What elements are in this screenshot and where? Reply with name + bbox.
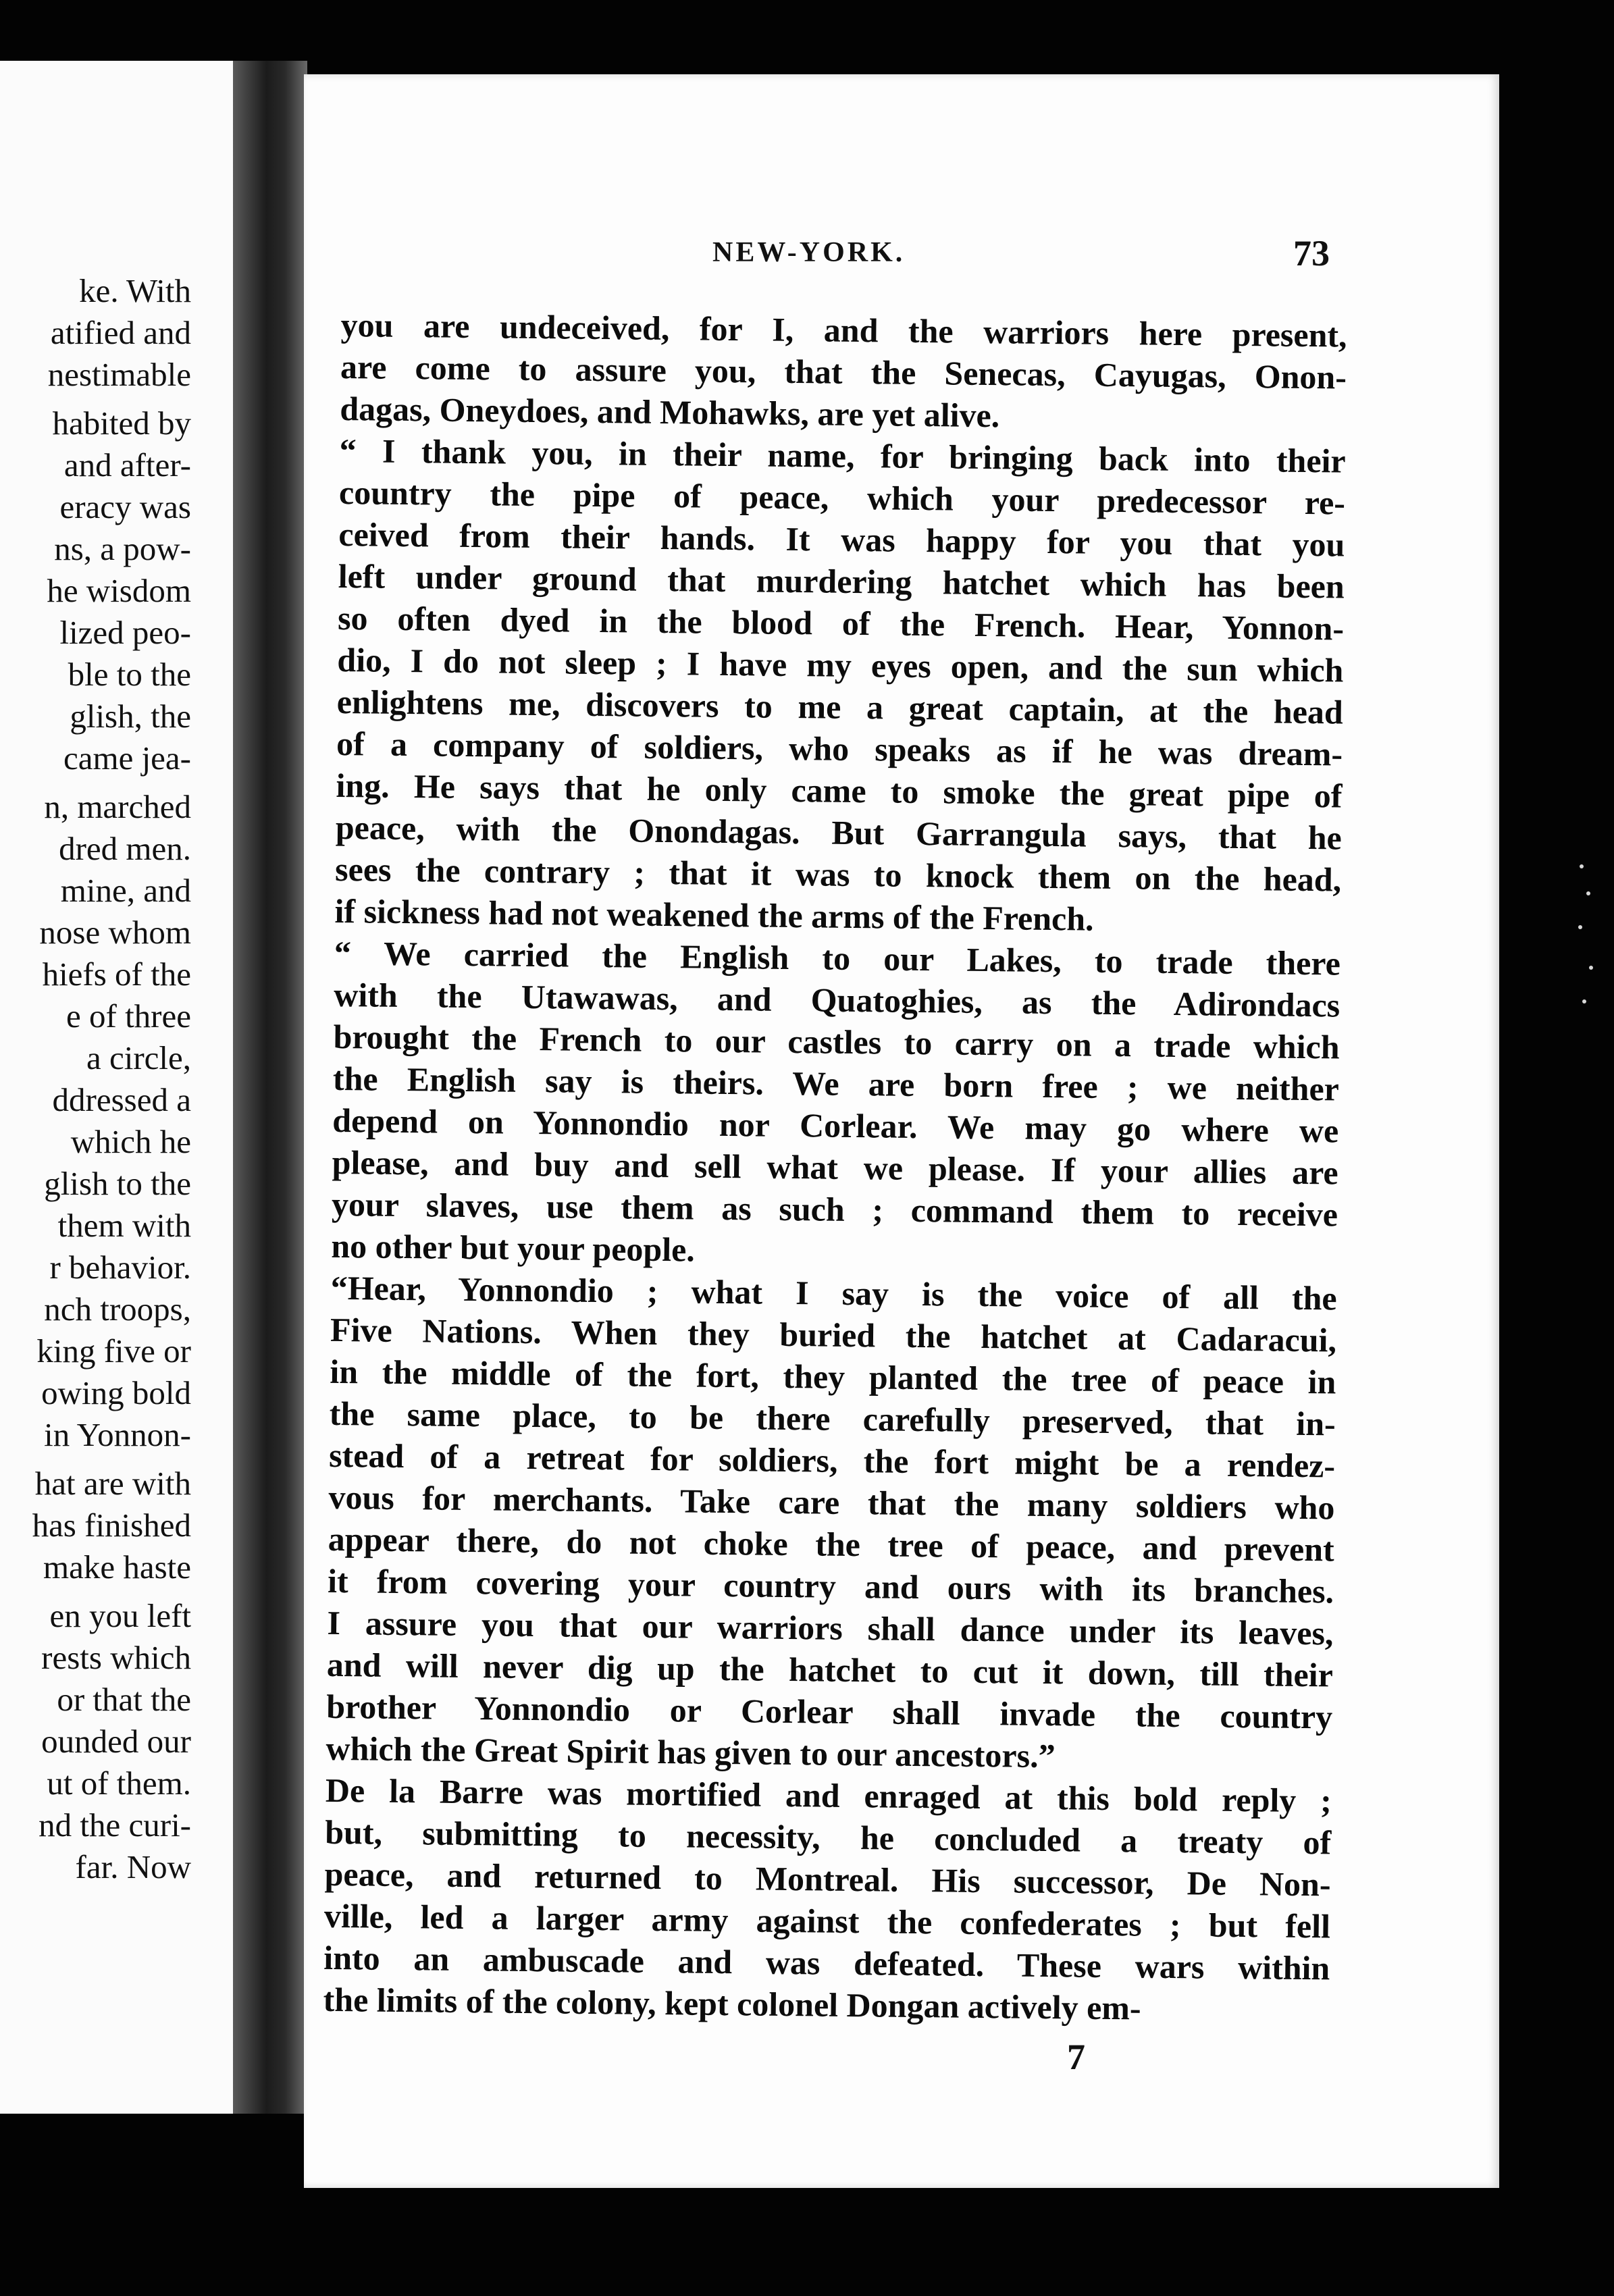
text-line: ceived from their hands. It was happy for you that you bbox=[338, 515, 1345, 564]
text-line: which the Great Spirit has given to our ancestors.” bbox=[326, 1729, 1056, 1775]
text-line: mine, and bbox=[60, 872, 191, 909]
text-line: eracy was bbox=[59, 488, 191, 525]
text-line: the English say is theirs. We are born free ; we neither bbox=[332, 1059, 1340, 1108]
text-line: r behavior. bbox=[49, 1249, 191, 1286]
signature-mark: 7 bbox=[1067, 2037, 1085, 2077]
text-line: ble to the bbox=[68, 656, 191, 693]
text-line: enlightens me, discovers to me a great captain, at the head bbox=[336, 682, 1344, 731]
text-line: or that the bbox=[57, 1681, 191, 1718]
text-line: e of three bbox=[66, 997, 191, 1035]
text-line: habited by bbox=[52, 405, 191, 442]
text-line: country the pipe of peace, which your predecessor re- bbox=[338, 473, 1346, 522]
text-line: vous for merchants. Take care that the many soldiers who bbox=[328, 1478, 1335, 1527]
text-line: Five Nations. When they buried the hatchet at Cadaracui, bbox=[330, 1310, 1337, 1359]
text-line: of a company of soldiers, who speaks as if he was dream- bbox=[336, 724, 1343, 773]
text-line: you are undeceived, for I, and the warriors here present, bbox=[340, 305, 1347, 355]
text-line: it from covering your country and ours with its branches. bbox=[327, 1561, 1334, 1611]
text-line: in the middle of the fort, they planted the tree of peace in bbox=[330, 1352, 1336, 1401]
paragraph-gap bbox=[0, 396, 191, 402]
text-line: far. Now bbox=[75, 1848, 191, 1885]
text-line: but, submitting to necessity, he concluded a treaty of bbox=[325, 1812, 1332, 1862]
page-73 bbox=[304, 74, 1499, 2188]
text-line: he wisdom bbox=[47, 572, 191, 609]
text-line: en you left bbox=[49, 1597, 191, 1634]
text-line: make haste bbox=[43, 1548, 191, 1586]
text-line: them with bbox=[57, 1207, 191, 1244]
text-line: has finished bbox=[32, 1507, 191, 1544]
text-line: owing bold bbox=[41, 1374, 191, 1411]
text-line: left under ground that murdering hatchet which has been bbox=[338, 556, 1345, 606]
text-line: peace, with the Onondagas. But Garrangula says, that he bbox=[335, 808, 1343, 857]
text-line: “ I thank you, in their name, for bringing back into their bbox=[339, 431, 1346, 480]
text-line: brother Yonnondio or Corlear shall invade the country bbox=[326, 1687, 1333, 1736]
text-line: king five or bbox=[36, 1332, 191, 1369]
scan-dust bbox=[1577, 864, 1597, 1013]
text-line: with the Utawawas, and Quatoghies, as the Adirondacs bbox=[333, 975, 1340, 1024]
text-line: “ We carried the English to our Lakes, to trade there bbox=[334, 933, 1341, 983]
text-line: appear there, do not choke the tree of peace, and prevent bbox=[328, 1519, 1335, 1569]
text-line: hat are with bbox=[34, 1465, 191, 1502]
paragraph-gap bbox=[0, 1588, 191, 1595]
page-number: 73 bbox=[1293, 233, 1330, 273]
paragraph-gap bbox=[0, 1456, 191, 1463]
text-line: stead of a retreat for soldiers, the fort might be a rendez- bbox=[328, 1436, 1336, 1485]
text-line: brought the French to our castles to carry on a trade which bbox=[333, 1017, 1340, 1066]
text-line: and will never dig up the hatchet to cut it down, till their bbox=[326, 1645, 1334, 1694]
text-line: nch troops, bbox=[44, 1290, 191, 1328]
text-line: nose whom bbox=[39, 914, 191, 951]
text-line: ut of them. bbox=[47, 1765, 191, 1802]
text-line: lized peo- bbox=[59, 614, 191, 651]
text-line: the limits of the colony, kept colonel Dongan actively em- bbox=[323, 1980, 1141, 2027]
text-line: so often dyed in the blood of the French. Hear, Yonnon- bbox=[337, 598, 1345, 648]
text-line: ounded our bbox=[41, 1723, 191, 1760]
text-line: atified and bbox=[50, 314, 191, 351]
text-line: glish to the bbox=[44, 1165, 191, 1202]
text-line: sees the contrary ; that it was to knock them on the head, bbox=[334, 850, 1342, 899]
text-line: peace, and returned to Montreal. His successor, De Non- bbox=[324, 1854, 1331, 1904]
text-line: I assure you that our warriors shall dance under its leaves, bbox=[327, 1603, 1334, 1652]
text-line: a circle, bbox=[86, 1039, 191, 1076]
text-line: depend on Yonnondio nor Corlear. We may go where we bbox=[332, 1101, 1339, 1150]
text-line: please, and buy and sell what we please. If your allies are bbox=[332, 1143, 1338, 1192]
text-line: the same place, to be there carefully preserved, that in- bbox=[329, 1394, 1336, 1443]
text-line: in Yonnon- bbox=[44, 1416, 191, 1453]
text-line: your slaves, use them as such ; command them to receive bbox=[331, 1184, 1338, 1234]
text-line: dio, I do not sleep ; I have my eyes open, and the sun which bbox=[337, 640, 1344, 689]
text-line: nestimable bbox=[47, 356, 191, 393]
text-line: glish, the bbox=[70, 698, 191, 735]
text-line: ing. He says that he only came to smoke the great pipe of bbox=[336, 766, 1343, 815]
text-line: ke. With bbox=[79, 272, 191, 309]
text-line: dred men. bbox=[59, 830, 191, 867]
text-line: no other but your people. bbox=[331, 1226, 696, 1269]
book-gutter bbox=[233, 61, 307, 2114]
text-line: nd the curi- bbox=[38, 1806, 191, 1844]
facing-page-left bbox=[0, 61, 233, 2114]
text-line: De la Barre was mortified and enraged at this bold reply ; bbox=[325, 1771, 1332, 1820]
page-body-text bbox=[323, 304, 1347, 2031]
text-line: into an ambuscade and was defeated. These wars within bbox=[323, 1938, 1330, 1987]
text-line: and after- bbox=[63, 446, 191, 484]
text-line: dagas, Oneydoes, and Mohawks, are yet alive. bbox=[340, 389, 1000, 435]
text-line: ville, led a larger army against the confederates ; but fell bbox=[323, 1896, 1331, 1946]
text-line: are come to assure you, that the Senecas, Cayugas, Onon- bbox=[340, 347, 1347, 396]
text-line: rests which bbox=[41, 1639, 191, 1676]
running-head bbox=[304, 233, 1499, 277]
text-line: which he bbox=[70, 1123, 191, 1160]
text-line: hiefs of the bbox=[42, 956, 191, 993]
text-line: n, marched bbox=[44, 788, 191, 825]
text-line: “Hear, Yonnondio ; what I say is the voice of all the bbox=[330, 1268, 1337, 1317]
paragraph-gap bbox=[0, 779, 191, 786]
running-head-title: NEW-YORK. bbox=[712, 237, 906, 268]
text-line: ns, a pow- bbox=[54, 530, 191, 567]
text-line: if sickness had not weakened the arms of the French. bbox=[334, 891, 1094, 938]
facing-page-text bbox=[0, 270, 191, 1888]
text-line: ddressed a bbox=[52, 1081, 191, 1118]
text-line: came jea- bbox=[63, 739, 191, 777]
